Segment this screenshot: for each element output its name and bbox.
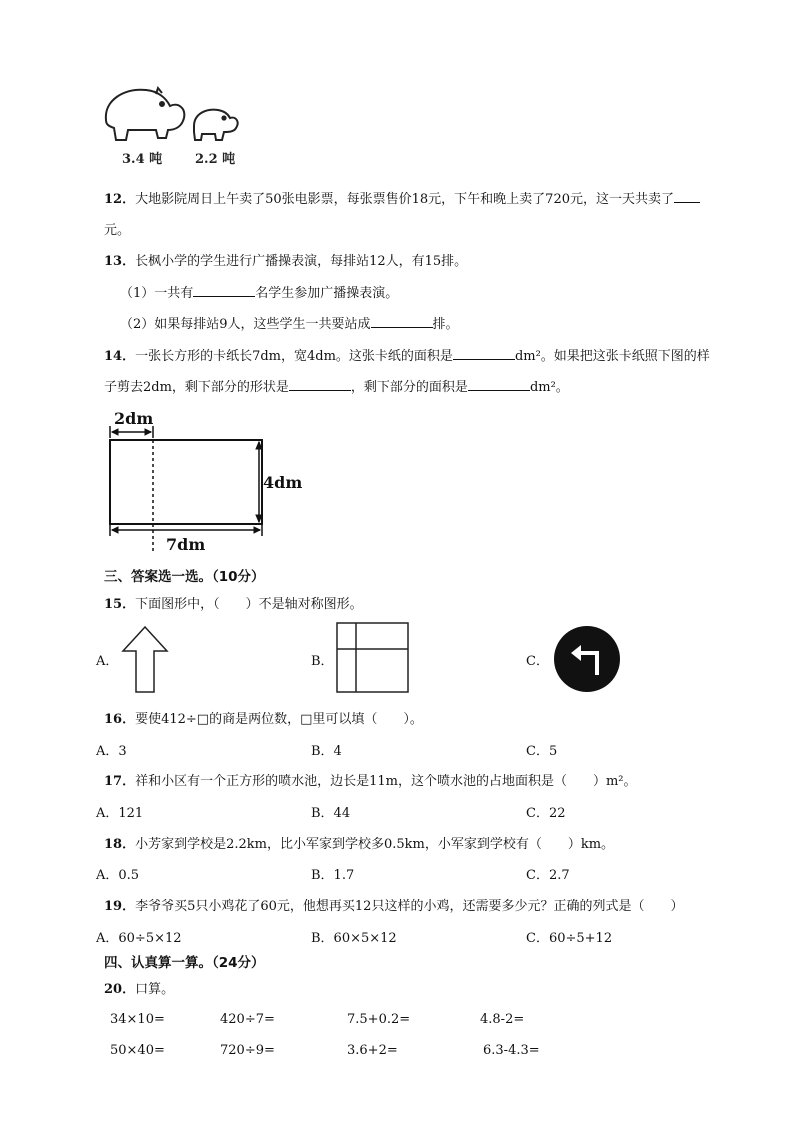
option-15-a[interactable]: A．: [96, 654, 119, 669]
question-13-part2: （2）如果每排站9人，这些学生一共要站成 排。: [120, 317, 459, 332]
option-19-a[interactable]: A．60÷5×12: [96, 931, 182, 946]
question-17: 17．祥和小区有一个正方形的喷水池，边长是11m，这个喷水池的占地面积是（ ）m²。: [104, 774, 637, 789]
question-15: 15．下面图形中，（ ）不是轴对称图形。: [104, 597, 363, 612]
section-3-heading: 三、答案选一选。（10分）: [104, 569, 265, 585]
question-14: 14．一张长方形的卡纸长7dm，宽4dm。这张卡纸的面积是 dm²。如果把这张卡纸照下图的样: [104, 349, 710, 364]
calc-item: 4.8-2=: [480, 1012, 525, 1027]
option-16-b[interactable]: B．4: [311, 744, 342, 759]
hippo-label-small: 2.2 吨: [195, 152, 236, 167]
arrow-up-icon: [120, 625, 170, 695]
rectangle-figure: [100, 404, 310, 556]
answer-blank[interactable]: [453, 347, 515, 360]
question-13: 13．长枫小学的学生进行广播操表演，每排站12人，有15排。: [104, 254, 468, 269]
dim-label-right: 4dm: [263, 473, 303, 492]
option-17-c[interactable]: C．22: [526, 806, 566, 821]
answer-blank[interactable]: [468, 378, 530, 391]
hippo-illustration: [98, 80, 248, 170]
question-14-cont: 子剪去2dm，剩下部分的形状是 ，剩下部分的面积是 dm²。: [104, 380, 569, 395]
option-16-a[interactable]: A．3: [96, 744, 127, 759]
calc-item: 34×10=: [110, 1012, 165, 1027]
option-15-b[interactable]: B．: [311, 654, 334, 669]
turn-left-sign-icon: [553, 625, 621, 693]
option-17-b[interactable]: B．44: [311, 806, 351, 821]
question-19: 19．李爷爷买5只小鸡花了60元，他想再买12只这样的小鸡，还需要多少元？正确的列式是（ ）: [104, 899, 684, 914]
question-18: 18．小芳家到学校是2.2km，比小军家到学校多0.5km，小军家到学校有（ ）km。: [104, 837, 615, 852]
answer-blank[interactable]: [193, 284, 255, 297]
calc-item: 7.5+0.2=: [347, 1012, 411, 1027]
section-4-heading: 四、认真算一算。（24分）: [104, 955, 265, 971]
option-18-a[interactable]: A．0.5: [96, 868, 140, 883]
calc-item: 420÷7=: [220, 1012, 275, 1027]
question-20: 20．口算。: [104, 982, 175, 997]
dim-label-bottom: 7dm: [166, 535, 206, 554]
option-15-c[interactable]: C．: [526, 654, 549, 669]
question-12: 12．大地影院周日上午卖了50张电影票，每张票售价18元，下午和晚上卖了720元，这一天共卖了: [104, 188, 700, 207]
calc-item: 720÷9=: [220, 1043, 275, 1058]
hippo-label-big: 3.4 吨: [122, 152, 163, 167]
option-17-a[interactable]: A．121: [96, 806, 144, 821]
question-16: 16．要使412÷□的商是两位数，□里可以填（ ）。: [104, 712, 423, 727]
answer-blank[interactable]: [674, 190, 700, 203]
option-16-c[interactable]: C．5: [526, 744, 558, 759]
question-12-cont: 元。: [104, 223, 131, 238]
question-13-part1: （1）一共有 名学生参加广播操表演。: [120, 286, 399, 301]
answer-blank[interactable]: [371, 315, 433, 328]
calc-item: 50×40=: [110, 1043, 165, 1058]
calc-item: 3.6+2=: [347, 1043, 398, 1058]
option-19-c[interactable]: C．60÷5+12: [526, 931, 613, 946]
option-18-c[interactable]: C．2.7: [526, 868, 570, 883]
divided-square-icon: [336, 622, 410, 694]
answer-blank[interactable]: [289, 378, 351, 391]
option-18-b[interactable]: B．1.7: [311, 868, 355, 883]
dim-label-top: 2dm: [114, 409, 154, 428]
option-19-b[interactable]: B．60×5×12: [311, 931, 397, 946]
calc-item: 6.3-4.3=: [483, 1043, 540, 1058]
